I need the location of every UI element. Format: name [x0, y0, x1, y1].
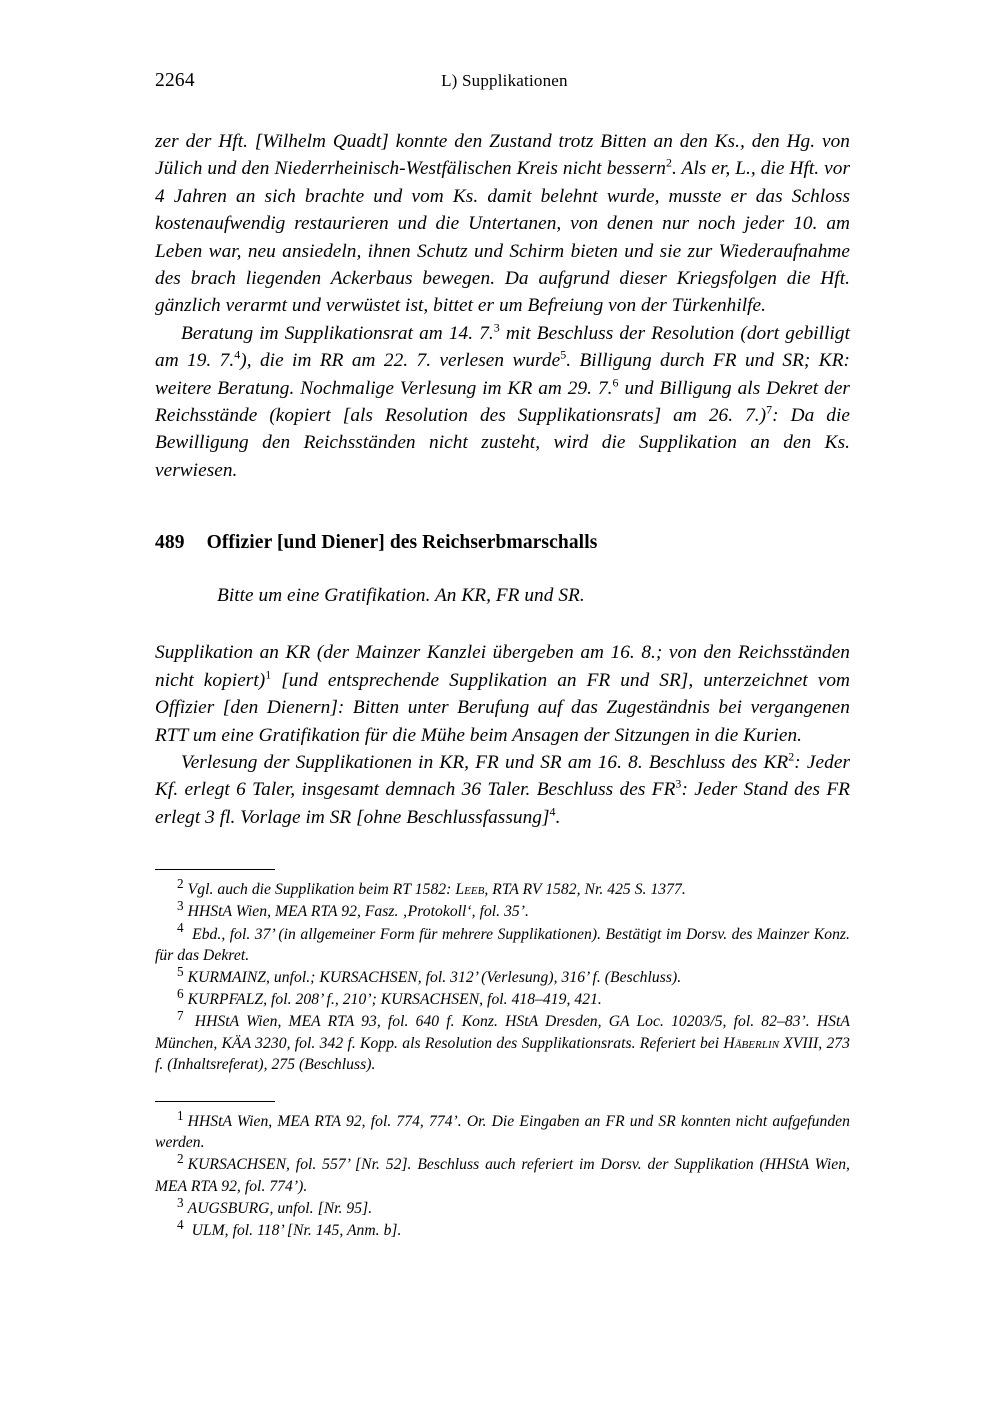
- footnote-item: [155, 1151, 850, 1196]
- footnote-item: [155, 963, 850, 988]
- footnote-ref-1b[interactable]: 1: [265, 667, 272, 682]
- footnote-text: HHStA Wien, MEA RTA 92, Fasz. ‚Protokoll‘, fol. 35’.: [187, 903, 529, 921]
- paragraph-text: . Billigung durch FR und SR; KR: weitere Beratung. Nochmalige Verlesung im KR am 29. 7.: [155, 350, 850, 399]
- footnote-item: [155, 1008, 850, 1075]
- paragraph-text-cont: . Als er, L., die Hft. vor 4 Jahren an sich brachte und vom Ks. damit belehnt wurde, musste er das Schloss kostenaufwendig restaurieren und die Untertanen, von denen nur noch jeder 10. am Leben war, neu ansiedeln, ihnen Schutz und Schirm bieten und sie zur Wiederaufnahme des brach liegenden Ackerbaus bewegen. Da aufgrund dieser Kriegsfolgen die Hft. gänzlich verarmt und verwüstet ist, bittet er um Befreiung von der Türkenhilfe.: [155, 158, 850, 317]
- footnote-text: KURSACHSEN, fol. 557’ [Nr. 52]. Beschluss auch referiert im Dorsv. der Supplikation (HHStA Wien, MEA RTA 92, fol. 774’).: [155, 1156, 850, 1195]
- footnote-smallcaps: Leeb: [455, 881, 485, 899]
- paragraph-text: Verlesung der Supplikationen in KR, FR und SR am 16. 8. Beschluss des KR: [181, 752, 789, 774]
- footnote-item: [155, 1194, 850, 1219]
- paragraph-text: Supplikation an KR (der Mainzer Kanzlei übergeben am 16. 8.; von den Reichsständen nicht kopiert): [155, 642, 850, 691]
- section-title: Offizier [und Diener] des Reichserbmarschalls: [206, 532, 598, 554]
- footnote-text: Ebd., fol. 37’ (in allgemeiner Form für mehrere Supplikationen). Bestätigt im Dorsv. des Mainzer Konz. für das Dekret.: [155, 925, 850, 964]
- footnote-number: 3: [177, 1194, 184, 1210]
- footnote-text: HHStA Wien, MEA RTA 93, fol. 640 f. Konz. HStA Dresden, GA Loc. 10203/5, fol. 82–83’. HStA München, KÄA 3230, fol. 342 f. Kopp. als Resolution des Supplikationsrats. Referiert bei: [155, 1013, 850, 1052]
- section-paragraph-2: [155, 749, 850, 831]
- body-paragraph-1: [155, 128, 850, 320]
- section-heading: [155, 532, 850, 554]
- paragraph-text: Beratung im Supplikationsrat am 14. 7.: [181, 322, 494, 344]
- footnote-text: KURPFALZ, fol. 208’ f., 210’; KURSACHSEN, fol. 418–419, 421.: [187, 991, 602, 1009]
- paragraph-text: [und entsprechende Supplikation an FR und SR], unterzeichnet vom Offizier [den Dienern]: Bitten unter Berufung auf das Zugeständnis bei vergangenen RTT um eine Gratifikation für die Mühe beim Ansagen der Sitzungen in die Kurien.: [155, 669, 850, 746]
- footnote-block-lower: [155, 1101, 850, 1241]
- footnote-ref-2b[interactable]: 2: [788, 749, 795, 764]
- footnote-ref-4b[interactable]: 4: [549, 804, 556, 819]
- page-number: 2264: [155, 70, 195, 91]
- running-head: [155, 70, 850, 92]
- footnote-block-upper: [155, 869, 850, 1075]
- paragraph-text: und Billigung als Dekret der Reichsstände (kopiert [als Resolution des Supplikationsrats] am 26. 7.): [155, 377, 850, 426]
- paragraph-text: ), die im RR am 22. 7. verlesen wurde: [240, 350, 561, 372]
- footnote-ref-2[interactable]: 2: [665, 155, 673, 170]
- section-number: 489: [155, 532, 185, 554]
- footnote-rule: [155, 869, 275, 870]
- footnote-item: [155, 898, 850, 922]
- paragraph-text: .: [555, 806, 561, 828]
- paragraph-text: zer der Hft. [Wilhelm Quadt] konnte den Zustand trotz Bitten an den Ks., den Hg. von Jülich und den Niederrheinisch-Westfälischen Kreis nicht bessern: [155, 131, 850, 180]
- footnote-text: KURMAINZ, unfol.; KURSACHSEN, fol. 312’ (Verlesung), 316’ f. (Beschluss).: [187, 969, 682, 987]
- paragraph-text: : Jeder Kf. erlegt 6 Taler, insgesamt demnach 36 Taler. Beschluss des FR: [155, 752, 850, 801]
- footnote-ref-7[interactable]: 7: [766, 402, 773, 417]
- footnote-text-post: , RTA RV 1582, Nr. 425 S. 1377.: [484, 881, 686, 899]
- running-title: L) Supplikationen: [441, 71, 568, 90]
- footnote-item: [155, 1216, 850, 1241]
- footnote-text: HHStA Wien, MEA RTA 92, fol. 774, 774’. Or. Die Eingaben an FR und SR konnten nicht aufgefunden werden.: [155, 1113, 850, 1152]
- footnote-item: [155, 986, 850, 1010]
- footnote-ref-5[interactable]: 5: [560, 347, 567, 362]
- footnote-number: 5: [177, 963, 184, 979]
- footnote-number: 4: [177, 1216, 184, 1232]
- section-paragraph-1: [155, 639, 850, 749]
- footnote-ref-3[interactable]: 3: [493, 320, 500, 335]
- footnote-text: Vgl. auch die Supplikation beim RT 1582:: [187, 881, 456, 899]
- footnote-number: 1: [177, 1107, 184, 1123]
- footnote-number: 7: [177, 1008, 184, 1024]
- footnote-rule: [155, 1101, 275, 1102]
- footnote-text: AUGSBURG, unfol. [Nr. 95].: [187, 1199, 373, 1217]
- footnote-item: [155, 876, 850, 900]
- footnote-ref-6[interactable]: 6: [612, 375, 619, 390]
- footnote-number: 6: [177, 986, 184, 1002]
- footnote-ref-4[interactable]: 4: [234, 347, 241, 362]
- footnote-number: 2: [177, 1151, 184, 1167]
- footnote-smallcaps: Häberlin: [723, 1034, 780, 1052]
- footnote-number: 3: [177, 898, 184, 914]
- footnote-number: 2: [177, 876, 184, 892]
- paragraph-text: mit Beschluss der Resolution (dort gebilligt am 19. 7.: [155, 322, 850, 372]
- footnote-text: ULM, fol. 118’ [Nr. 145, Anm. b].: [187, 1222, 402, 1240]
- section-subtitle: Bitte um eine Gratifikation. An KR, FR und SR.: [217, 585, 585, 607]
- footnote-number: 4: [177, 920, 184, 936]
- paragraph-text: : Jeder Stand des FR erlegt 3 fl. Vorlage im SR [ohne Beschlussfassung]: [155, 779, 850, 828]
- footnote-item: [155, 1107, 850, 1153]
- body-paragraph-2: [155, 320, 850, 484]
- page-content: [155, 70, 850, 1242]
- footnote-ref-3b[interactable]: 3: [675, 777, 682, 791]
- footnote-item: [155, 920, 850, 966]
- paragraph-text: : Da die Bewilligung den Reichsständen nicht zusteht, wird die Supplikation an den Ks. verwiesen.: [155, 404, 850, 481]
- footnote-text-post: XVIII, 273 f. (Inhaltsreferat), 275 (Beschluss).: [155, 1034, 850, 1073]
